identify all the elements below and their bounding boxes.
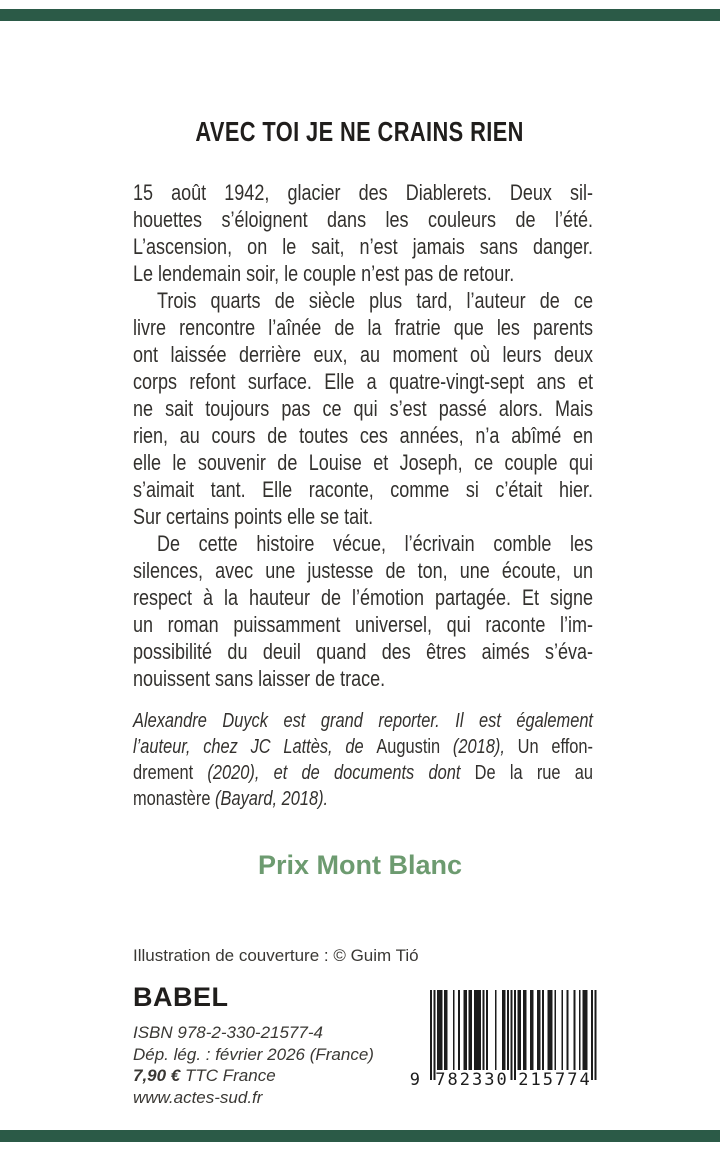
text-segment: www.actes-sud.fr	[133, 1087, 263, 1107]
book-title-text: AVEC TOI JE NE CRAINS RIEN	[195, 116, 525, 147]
barcode-digits-right: 215774	[518, 1070, 592, 1088]
barcode-digits-left: 782330	[435, 1070, 509, 1088]
synopsis-line: ne sait toujours pas ce qui s’est passé alors. Mais	[133, 396, 593, 421]
prize-line: Prix Mont Blanc	[257, 850, 463, 880]
text-segment: 7,90 €	[133, 1066, 181, 1085]
cover-credit: Illustration de couverture : © Guim Tió	[133, 946, 419, 965]
text-segment: (2018),	[440, 735, 518, 758]
synopsis-line: houettes s’éloignent dans les couleurs de l’été.	[133, 207, 593, 232]
synopsis-line: Trois quarts de siècle plus tard, l’auteur de ce	[157, 288, 593, 313]
barcode-digit-prefix: 9	[409, 1070, 422, 1088]
text-segment: l’auteur, chez JC Lattès, de	[133, 735, 377, 758]
text-segment: Alexandre Duyck est grand reporter. Il est également	[133, 709, 593, 732]
synopsis-line: corps refont surface. Elle a quatre-vingt-sept ans et	[133, 369, 593, 394]
synopsis-line: Sur certains points elle se tait.	[133, 504, 374, 529]
synopsis-line: respect à la hauteur de l’émotion partagée. Et signe	[133, 585, 593, 610]
text-segment: monastère	[133, 787, 211, 810]
synopsis-line: silences, avec une justesse de ton, une écoute, un	[133, 558, 593, 583]
text-segment: drement	[133, 761, 194, 784]
text-line	[133, 1065, 374, 1087]
text-line	[133, 760, 593, 786]
imprint-babel: BABEL	[133, 982, 229, 1012]
book-title	[0, 116, 720, 148]
text-line	[133, 1044, 374, 1066]
text-line	[133, 708, 593, 734]
text-segment: Dép. lég. : février 2026 (France)	[133, 1044, 374, 1064]
text-line	[133, 734, 593, 760]
synopsis-line: 15 août 1942, glacier des Diablerets. Deux sil-	[133, 180, 593, 205]
text-line	[133, 786, 593, 812]
text-segment: TTC France	[180, 1066, 276, 1085]
text-line	[133, 1087, 374, 1109]
synopsis-line: rien, au cours de toutes ces années, n’a abîmé en	[133, 423, 593, 448]
synopsis-line: De cette histoire vécue, l’écrivain comble les	[157, 531, 593, 556]
text-segment: Augustin	[376, 735, 441, 758]
synopsis	[133, 179, 593, 692]
synopsis-line: elle le souvenir de Louise et Joseph, ce couple qui	[133, 450, 593, 475]
legal-block	[133, 1022, 374, 1108]
synopsis-line: un roman puissamment universel, qui raconte l’im-	[133, 612, 593, 637]
text-segment: (Bayard, 2018).	[210, 787, 329, 810]
top-green-band	[0, 9, 720, 21]
synopsis-line: L’ascension, on le sait, n’est jamais sans danger.	[133, 234, 593, 259]
synopsis-line: livre rencontre l’aînée de la fratrie que les parents	[133, 315, 593, 340]
text-segment: Un effon-	[517, 735, 593, 758]
synopsis-line: s’aimait tant. Elle raconte, comme si c’était hier.	[133, 477, 593, 502]
text-line	[133, 1022, 374, 1044]
bio	[133, 708, 593, 812]
synopsis-line: nouissent sans laisser de trace.	[133, 666, 386, 691]
text-segment: (2020), et de documents dont	[193, 761, 475, 784]
barcode-bars	[430, 990, 596, 1080]
text-segment: De la rue au	[474, 761, 593, 784]
barcode	[396, 988, 606, 1088]
synopsis-line: ont laissée derrière eux, au moment où leurs deux	[133, 342, 593, 367]
synopsis-line: Le lendemain soir, le couple n’est pas de retour.	[133, 261, 515, 286]
text-segment: ISBN 978-2-330-21577-4	[133, 1023, 323, 1042]
synopsis-line: possibilité du deuil quand des êtres aimés s’éva-	[133, 639, 593, 664]
bottom-green-band	[0, 1130, 720, 1142]
